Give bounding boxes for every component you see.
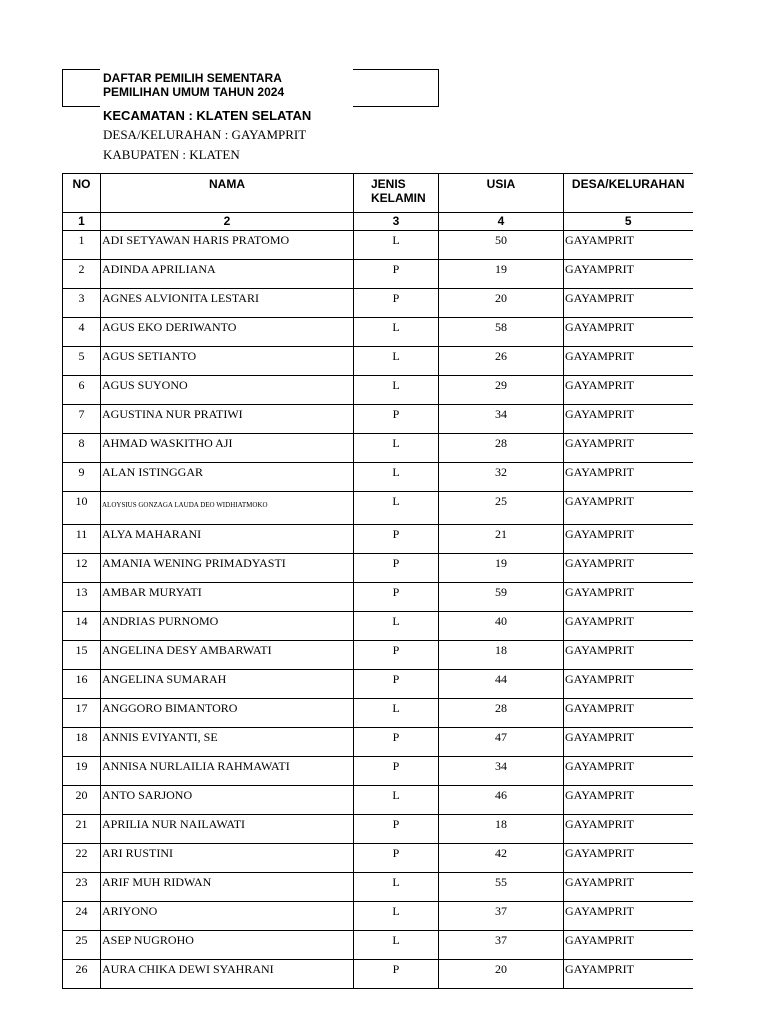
voter-name-cell: ANGELINA DESY AMBARWATI: [101, 641, 354, 670]
village-cell: GAYAMPRIT: [564, 902, 693, 931]
table-row: [63, 525, 693, 554]
village-cell: GAYAMPRIT: [564, 931, 693, 960]
age-cell: 19: [439, 554, 564, 583]
table-row: [63, 902, 693, 931]
table-row: [63, 405, 693, 434]
age-cell: 55: [439, 873, 564, 902]
row-number-cell: 9: [63, 463, 101, 492]
table-row: [63, 318, 693, 347]
table-row: [63, 289, 693, 318]
row-number-cell: 25: [63, 931, 101, 960]
voter-name-cell: ARIYONO: [101, 902, 354, 931]
desa-label: DESA/KELURAHAN : GAYAMPRIT: [103, 127, 307, 142]
table-row: [63, 960, 693, 989]
age-cell: 25: [439, 492, 564, 525]
table-row: [63, 728, 693, 757]
gender-cell: L: [354, 931, 439, 960]
table-row: [63, 434, 693, 463]
village-cell: GAYAMPRIT: [564, 231, 693, 260]
row-number-cell: 3: [63, 289, 101, 318]
voter-name-cell: AHMAD WASKITHO AJI: [101, 434, 354, 463]
column-header-jenis-kelamin: [354, 174, 439, 213]
row-number-cell: 5: [63, 347, 101, 376]
age-cell: 28: [439, 434, 564, 463]
village-cell: GAYAMPRIT: [564, 434, 693, 463]
voter-name-cell: ARI RUSTINI: [101, 844, 354, 873]
table-row: [63, 347, 693, 376]
table-row: [63, 757, 693, 786]
gender-cell: P: [354, 844, 439, 873]
voter-name-cell: ALOYSIUS GONZAGA LAUDA DEO WIDHIATMOKO: [101, 492, 354, 525]
village-cell: GAYAMPRIT: [564, 376, 693, 405]
age-cell: 26: [439, 347, 564, 376]
gender-cell: P: [354, 815, 439, 844]
voter-name-cell: AMANIA WENING PRIMADYASTI: [101, 554, 354, 583]
row-number-cell: 7: [63, 405, 101, 434]
village-cell: GAYAMPRIT: [564, 873, 693, 902]
voter-name-cell: AGUS SUYONO: [101, 376, 354, 405]
age-cell: 37: [439, 931, 564, 960]
column-index-1: 1: [63, 213, 101, 231]
gender-cell: P: [354, 757, 439, 786]
village-cell: GAYAMPRIT: [564, 728, 693, 757]
voter-name-cell: AGUSTINA NUR PRATIWI: [101, 405, 354, 434]
row-number-cell: 2: [63, 260, 101, 289]
gender-cell: L: [354, 463, 439, 492]
row-number-cell: 14: [63, 612, 101, 641]
village-cell: GAYAMPRIT: [564, 260, 693, 289]
title-box-left-frame: [62, 69, 100, 107]
village-cell: GAYAMPRIT: [564, 492, 693, 525]
row-number-cell: 6: [63, 376, 101, 405]
document-title-line1: DAFTAR PEMILIH SEMENTARA: [103, 71, 282, 85]
table-row: [63, 583, 693, 612]
age-cell: 58: [439, 318, 564, 347]
gender-cell: P: [354, 670, 439, 699]
voter-name-cell: ADI SETYAWAN HARIS PRATOMO: [101, 231, 354, 260]
village-cell: GAYAMPRIT: [564, 844, 693, 873]
gender-cell: L: [354, 347, 439, 376]
table-row: [63, 699, 693, 728]
row-number-cell: 16: [63, 670, 101, 699]
gender-cell: P: [354, 289, 439, 318]
village-cell: GAYAMPRIT: [564, 757, 693, 786]
table-row: [63, 231, 693, 260]
age-cell: 18: [439, 815, 564, 844]
row-number-cell: 22: [63, 844, 101, 873]
gender-cell: L: [354, 786, 439, 815]
column-header-desa: DESA/KELURAHAN: [564, 174, 693, 213]
village-cell: GAYAMPRIT: [564, 670, 693, 699]
age-cell: 46: [439, 786, 564, 815]
village-cell: GAYAMPRIT: [564, 641, 693, 670]
age-cell: 18: [439, 641, 564, 670]
row-number-cell: 4: [63, 318, 101, 347]
row-number-cell: 10: [63, 492, 101, 525]
village-cell: GAYAMPRIT: [564, 554, 693, 583]
kecamatan-label: KECAMATAN : KLATEN SELATAN: [103, 108, 312, 123]
voter-name-cell: ANNIS EVIYANTI, SE: [101, 728, 354, 757]
document-title-line2: PEMILIHAN UMUM TAHUN 2024: [103, 85, 285, 99]
gender-cell: L: [354, 873, 439, 902]
table-row: [63, 554, 693, 583]
gender-cell: L: [354, 434, 439, 463]
column-index-3: 3: [354, 213, 439, 231]
row-number-cell: 17: [63, 699, 101, 728]
voter-name-cell: ALYA MAHARANI: [101, 525, 354, 554]
row-number-cell: 23: [63, 873, 101, 902]
age-cell: 28: [439, 699, 564, 728]
column-index-row: [63, 213, 693, 231]
table-row: [63, 463, 693, 492]
village-cell: GAYAMPRIT: [564, 318, 693, 347]
voter-list-table: [62, 173, 693, 989]
voter-name-cell: ANTO SARJONO: [101, 786, 354, 815]
village-cell: GAYAMPRIT: [564, 463, 693, 492]
voter-name-cell: ALAN ISTINGGAR: [101, 463, 354, 492]
row-number-cell: 11: [63, 525, 101, 554]
age-cell: 50: [439, 231, 564, 260]
village-cell: GAYAMPRIT: [564, 405, 693, 434]
gender-cell: P: [354, 641, 439, 670]
age-cell: 47: [439, 728, 564, 757]
column-header-no: NO: [63, 174, 101, 213]
age-cell: 44: [439, 670, 564, 699]
gender-cell: P: [354, 583, 439, 612]
age-cell: 29: [439, 376, 564, 405]
row-number-cell: 24: [63, 902, 101, 931]
gender-cell: P: [354, 405, 439, 434]
table-row: [63, 844, 693, 873]
row-number-cell: 13: [63, 583, 101, 612]
table-row: [63, 670, 693, 699]
column-index-5: 5: [564, 213, 693, 231]
age-cell: 40: [439, 612, 564, 641]
age-cell: 37: [439, 902, 564, 931]
village-cell: GAYAMPRIT: [564, 815, 693, 844]
gender-cell: L: [354, 231, 439, 260]
table-row: [63, 260, 693, 289]
gender-cell: L: [354, 902, 439, 931]
village-cell: GAYAMPRIT: [564, 525, 693, 554]
table-header-row: [63, 174, 693, 213]
voter-name-cell: AGUS SETIANTO: [101, 347, 354, 376]
age-cell: 20: [439, 289, 564, 318]
gender-cell: P: [354, 554, 439, 583]
voter-name-cell: AMBAR MURYATI: [101, 583, 354, 612]
column-header-usia: USIA: [439, 174, 564, 213]
gender-cell: L: [354, 318, 439, 347]
gender-cell: L: [354, 376, 439, 405]
village-cell: GAYAMPRIT: [564, 347, 693, 376]
table-row: [63, 641, 693, 670]
age-cell: 34: [439, 757, 564, 786]
row-number-cell: 8: [63, 434, 101, 463]
table-row: [63, 492, 693, 525]
jenis-kelamin-label: JENIS KELAMIN: [371, 177, 426, 205]
voter-name-cell: ASEP NUGROHO: [101, 931, 354, 960]
gender-cell: P: [354, 525, 439, 554]
age-cell: 20: [439, 960, 564, 989]
row-number-cell: 20: [63, 786, 101, 815]
gender-cell: P: [354, 260, 439, 289]
table-row: [63, 931, 693, 960]
voter-name-cell: ANNISA NURLAILIA RAHMAWATI: [101, 757, 354, 786]
village-cell: GAYAMPRIT: [564, 786, 693, 815]
voter-name-cell: ADINDA APRILIANA: [101, 260, 354, 289]
row-number-cell: 1: [63, 231, 101, 260]
village-cell: GAYAMPRIT: [564, 960, 693, 989]
age-cell: 34: [439, 405, 564, 434]
age-cell: 42: [439, 844, 564, 873]
age-cell: 21: [439, 525, 564, 554]
voter-name-cell: ANGGORO BIMANTORO: [101, 699, 354, 728]
title-box-right-frame: [353, 69, 439, 107]
gender-cell: L: [354, 492, 439, 525]
village-cell: GAYAMPRIT: [564, 612, 693, 641]
row-number-cell: 21: [63, 815, 101, 844]
voter-name-cell: ARIF MUH RIDWAN: [101, 873, 354, 902]
voter-name-cell: APRILIA NUR NAILAWATI: [101, 815, 354, 844]
column-header-nama: NAMA: [101, 174, 354, 213]
row-number-cell: 19: [63, 757, 101, 786]
gender-cell: P: [354, 728, 439, 757]
voter-name-cell: AGNES ALVIONITA LESTARI: [101, 289, 354, 318]
village-cell: GAYAMPRIT: [564, 699, 693, 728]
voter-name-cell: ANDRIAS PURNOMO: [101, 612, 354, 641]
kabupaten-label: KABUPATEN : KLATEN: [103, 147, 240, 162]
village-cell: GAYAMPRIT: [564, 583, 693, 612]
village-cell: GAYAMPRIT: [564, 289, 693, 318]
table-row: [63, 612, 693, 641]
voter-name-cell: AURA CHIKA DEWI SYAHRANI: [101, 960, 354, 989]
gender-cell: L: [354, 699, 439, 728]
age-cell: 59: [439, 583, 564, 612]
voter-name-cell: AGUS EKO DERIWANTO: [101, 318, 354, 347]
age-cell: 32: [439, 463, 564, 492]
table-row: [63, 786, 693, 815]
voter-name-cell: ANGELINA SUMARAH: [101, 670, 354, 699]
gender-cell: P: [354, 960, 439, 989]
column-index-4: 4: [439, 213, 564, 231]
age-cell: 19: [439, 260, 564, 289]
table-row: [63, 815, 693, 844]
row-number-cell: 26: [63, 960, 101, 989]
row-number-cell: 18: [63, 728, 101, 757]
table-row: [63, 873, 693, 902]
column-index-2: 2: [101, 213, 354, 231]
gender-cell: L: [354, 612, 439, 641]
row-number-cell: 15: [63, 641, 101, 670]
row-number-cell: 12: [63, 554, 101, 583]
table-row: [63, 376, 693, 405]
